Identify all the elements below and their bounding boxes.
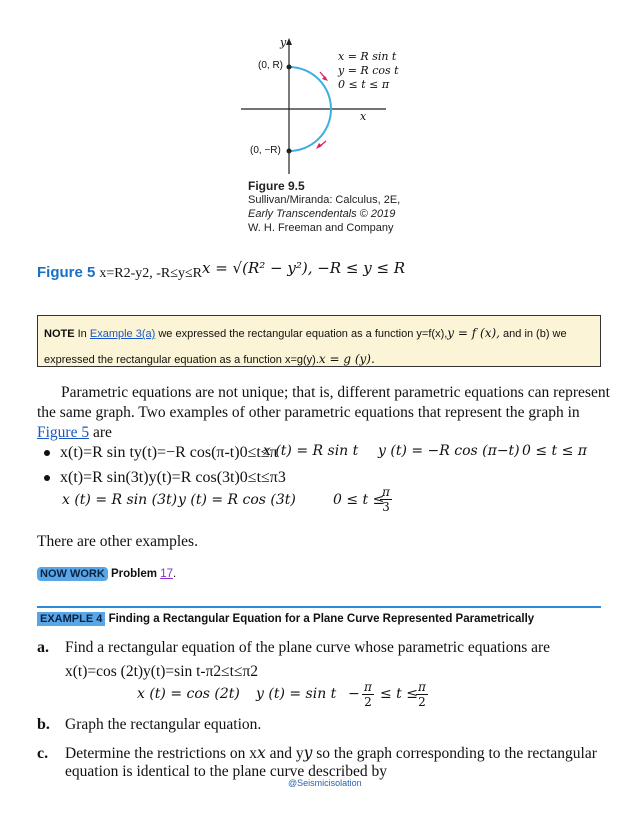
- y-axis-arrow: [286, 38, 292, 45]
- point-label-bottom: (0, −R): [250, 145, 281, 156]
- note-inline-gy: x=g(y).: [284, 354, 319, 366]
- point-top: [287, 65, 292, 70]
- frac-den: 2: [418, 695, 426, 709]
- figure-5-label: Figure 5: [37, 264, 96, 281]
- figure-5-math: x = √(R² − y²), −R ≤ y ≤ R: [201, 259, 406, 277]
- item-c: [37, 744, 597, 763]
- frac-num: π: [416, 680, 428, 695]
- example-4-header: [37, 613, 534, 625]
- semicircle-graph: [236, 34, 436, 179]
- note-text-2: we expressed the rectangular equation as a function: [158, 328, 414, 340]
- note-text-4: expressed the rectangular equation as a function: [44, 354, 282, 366]
- item-a-math-x: x (t) = cos (2t): [137, 686, 240, 702]
- bullet-1: [44, 444, 278, 462]
- now-work-text: Problem: [110, 568, 157, 580]
- frac-den: 2: [364, 695, 372, 709]
- bullet-1-math-y: y (t) = −R cos (π−t): [378, 443, 520, 459]
- bullet-2-math-range: 0 ≤ t ≤: [333, 492, 385, 508]
- frac-den: 3: [382, 500, 390, 514]
- figure-5-text: x=R2-y2, -R≤y≤R: [99, 266, 202, 281]
- item-a-fraction-right: [416, 680, 428, 709]
- frac-num: π: [362, 680, 374, 695]
- item-a-math-y: y (t) = sin t: [256, 686, 337, 702]
- item-b: [37, 716, 261, 734]
- note-math-fx: y = f (x),: [447, 326, 500, 340]
- now-work-badge: NOW WORK: [37, 567, 108, 581]
- note-inline-fx: y=f(x),: [416, 328, 448, 340]
- frac-num: π: [380, 485, 392, 500]
- note-text-3: and in (b) we: [503, 328, 567, 340]
- item-c-text-2: and y: [269, 745, 304, 762]
- item-a: [37, 639, 550, 657]
- caption-title: Figure 9.5: [248, 179, 305, 193]
- note-math-gy: x = g (y).: [318, 352, 375, 366]
- axis-label-y: y: [280, 36, 287, 49]
- param-eq-x: x = R sin t: [338, 50, 397, 63]
- item-a-minus: −: [348, 686, 360, 702]
- item-a-fraction-left: [362, 680, 374, 709]
- caption-edition: Early Transcendentals © 2019: [248, 208, 396, 220]
- point-bottom: [287, 149, 292, 154]
- item-c-math-x: x: [256, 744, 266, 762]
- example-4-title: Finding a Rectangular Equation for a Plane Curve Represented Parametrically: [108, 613, 535, 625]
- note-text: [38, 316, 600, 373]
- bullet-2-math-y: y (t) = R cos (3t): [178, 492, 296, 508]
- point-label-top: (0, R): [258, 60, 283, 71]
- param-eq-y: y = R cos t: [338, 64, 399, 77]
- para-are: are: [92, 424, 112, 441]
- bullet-2: [44, 469, 286, 487]
- param-range: 0 ≤ t ≤ π: [338, 78, 390, 91]
- item-a-label: a.: [37, 639, 49, 656]
- figure-5-link[interactable]: Figure 5: [37, 424, 90, 441]
- caption-publisher: W. H. Freeman and Company: [248, 222, 394, 234]
- para-line-2: the same graph. Two examples of other parametric equations that represent the graph in: [37, 404, 580, 421]
- item-b-text: Graph the rectangular equation.: [65, 716, 262, 733]
- item-c-label: c.: [37, 745, 49, 762]
- item-c-line-2: equation is identical to the plane curve described by: [65, 763, 387, 780]
- example-divider: [37, 606, 601, 608]
- note-text-1: In: [77, 328, 87, 340]
- figure-caption: [248, 179, 400, 235]
- bullet-dot: [44, 475, 50, 481]
- example-4-badge: EXAMPLE 4: [37, 612, 105, 626]
- item-a-text: Find a rectangular equation of the plane curve whose parametric equations are: [65, 639, 551, 656]
- item-c-math-y: y: [303, 744, 313, 762]
- other-examples: There are other examples.: [37, 533, 198, 550]
- item-a-math-range: ≤ t ≤: [380, 686, 418, 702]
- bullet-1-text: x(t)=R sin ty(t)=−R cos(π-t)0≤t≤π: [60, 444, 278, 461]
- bullet-2-text: x(t)=R sin(3t)y(t)=R cos(3t)0≤t≤π3: [60, 469, 286, 486]
- problem-17-link[interactable]: 17: [160, 568, 173, 580]
- item-a-sub: x(t)=cos (2t)y(t)=sin t-π2≤t≤π2: [65, 663, 259, 680]
- now-work-line: [37, 568, 176, 580]
- bullet-2-math-x: x (t) = R sin (3t): [62, 492, 178, 508]
- bullet-1-math-range: 0 ≤ t ≤ π: [522, 443, 587, 459]
- para-line-1: Parametric equations are not unique; that is, different parametric equations can represent: [61, 384, 610, 401]
- now-work-dot: .: [172, 568, 177, 580]
- axis-label-x: x: [360, 110, 367, 123]
- note-label: NOTE: [44, 328, 75, 340]
- bullet-2-fraction: [380, 485, 392, 514]
- caption-authors: Sullivan/Miranda: Calculus, 2E,: [248, 194, 401, 206]
- item-c-text-1: Determine the restrictions on x: [65, 745, 257, 762]
- example-3a-link[interactable]: Example 3(a): [89, 328, 156, 340]
- bullet-dot: [44, 450, 50, 456]
- item-c-text-3: so the graph corresponding to the rectangular: [316, 745, 597, 762]
- paragraph: [37, 383, 610, 443]
- figure-5-line: [37, 259, 405, 282]
- item-b-label: b.: [37, 716, 50, 733]
- note-box: [37, 315, 601, 367]
- watermark: @Seismicisolation: [288, 778, 362, 788]
- bullet-1-math-x: x (t) = R sin t: [263, 443, 359, 459]
